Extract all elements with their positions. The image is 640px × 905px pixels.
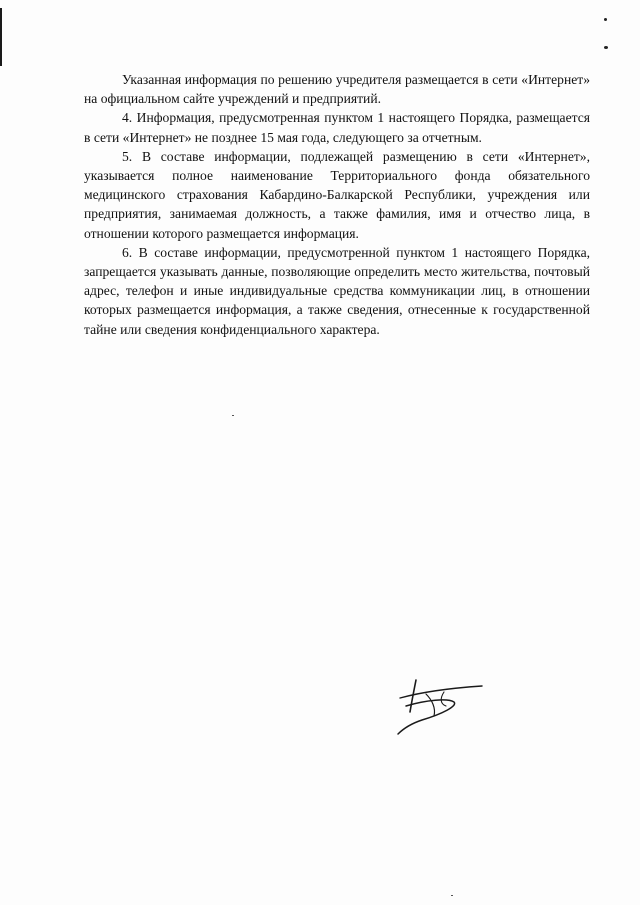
- paragraph: 6. В составе информации, предусмотренной пунктом 1 настоящего Порядка, запрещается указывать данные, позволяющие определить место жительства, почтовый адрес, телефон и иные индивидуальные средства коммуникации лиц, в отношении которых размещается информация, а также сведения, отнесенные к государственной тайне или сведения конфиденциального характера.: [84, 244, 590, 337]
- signature-stroke: [441, 692, 446, 706]
- scan-speck: [232, 415, 234, 416]
- binding-edge-mark: [0, 8, 2, 66]
- scan-speck: [451, 895, 453, 896]
- signature-stroke: [398, 700, 455, 734]
- scan-speck: [604, 18, 607, 21]
- paragraph: 5. В составе информации, подлежащей размещению в сети «Интернет», указывается полное наименование Территориального фонда обязательного медицинского страхования Кабардино-Балкарской Республики, учреждения или предприятия, занимаемая должность, а также фамилия, имя и отчество лица, в отношении которого размещается информация.: [84, 148, 590, 241]
- scan-speck: [604, 46, 608, 49]
- document-body: [84, 70, 590, 339]
- handwritten-signature: [392, 676, 492, 736]
- paragraph: 4. Информация, предусмотренная пунктом 1 настоящего Порядка, размещается в сети «Интернет» не позднее 15 мая года, следующего за отчетным.: [84, 110, 590, 145]
- signature-stroke: [426, 694, 435, 716]
- paragraph: Указанная информация по решению учредителя размещается в сети «Интернет» на официальном сайте учреждений и предприятий.: [84, 72, 590, 107]
